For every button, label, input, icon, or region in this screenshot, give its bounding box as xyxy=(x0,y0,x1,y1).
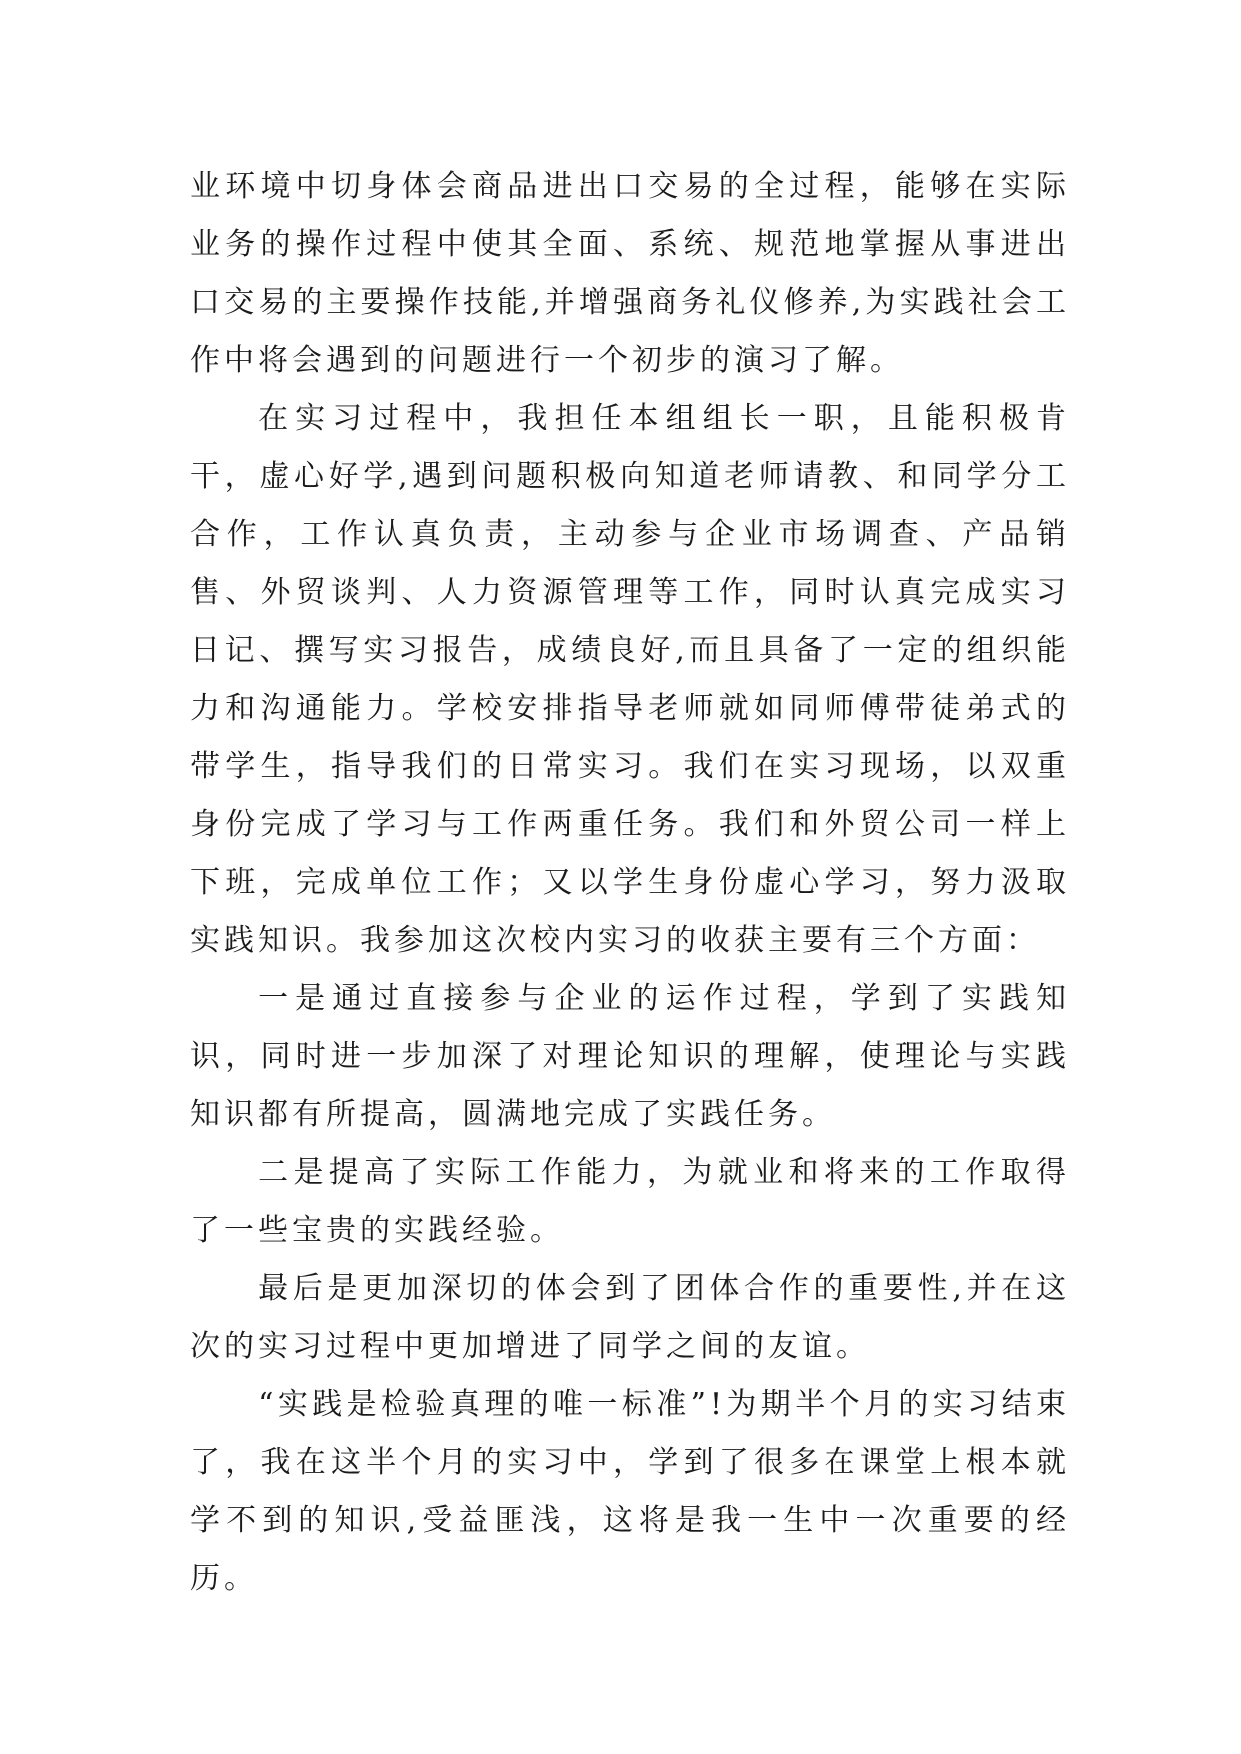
paragraph-3: 一是通过直接参与企业的运作过程，学到了实践知识，同时进一步加深了对理论知识的理解，使理论与实践知识都有所提高，圆满地完成了实践任务。 xyxy=(190,981,1070,1132)
document-body xyxy=(190,158,1070,1608)
paragraph-5: 最后是更加深切的体会到了团体合作的重要性,并在这次的实习过程中更加增进了同学之间的友谊。 xyxy=(190,1271,1070,1364)
paragraph-2: 在实习过程中，我担任本组组长一职，且能积极肯干，虚心好学,遇到问题积极向知道老师请教、和同学分工合作，工作认真负责，主动参与企业市场调查、产品销售、外贸谈判、人力资源管理等工作，同时认真完成实习日记、撰写实习报告，成绩良好,而且具备了一定的组织能力和沟通能力。学校安排指导老师就如同师傅带徒弟式的带学生，指导我们的日常实习。我们在实习现场，以双重身份完成了学习与工作两重任务。我们和外贸公司一样上下班，完成单位工作；又以学生身份虚心学习，努力汲取实践知识。我参加这次校内实习的收获主要有三个方面： xyxy=(190,401,1070,958)
paragraph-4: 二是提高了实际工作能力，为就业和将来的工作取得了一些宝贵的实践经验。 xyxy=(190,1155,1070,1248)
paragraph-6: “实践是检验真理的唯一标准”!为期半个月的实习结束了，我在这半个月的实习中，学到了很多在课堂上根本就学不到的知识,受益匪浅，这将是我一生中一次重要的经历。 xyxy=(190,1387,1070,1596)
paragraph-1: 业环境中切身体会商品进出口交易的全过程，能够在实际业务的操作过程中使其全面、系统、规范地掌握从事进出口交易的主要操作技能,并增强商务礼仪修养,为实践社会工作中将会遇到的问题进行一个初步的演习了解。 xyxy=(190,169,1070,378)
